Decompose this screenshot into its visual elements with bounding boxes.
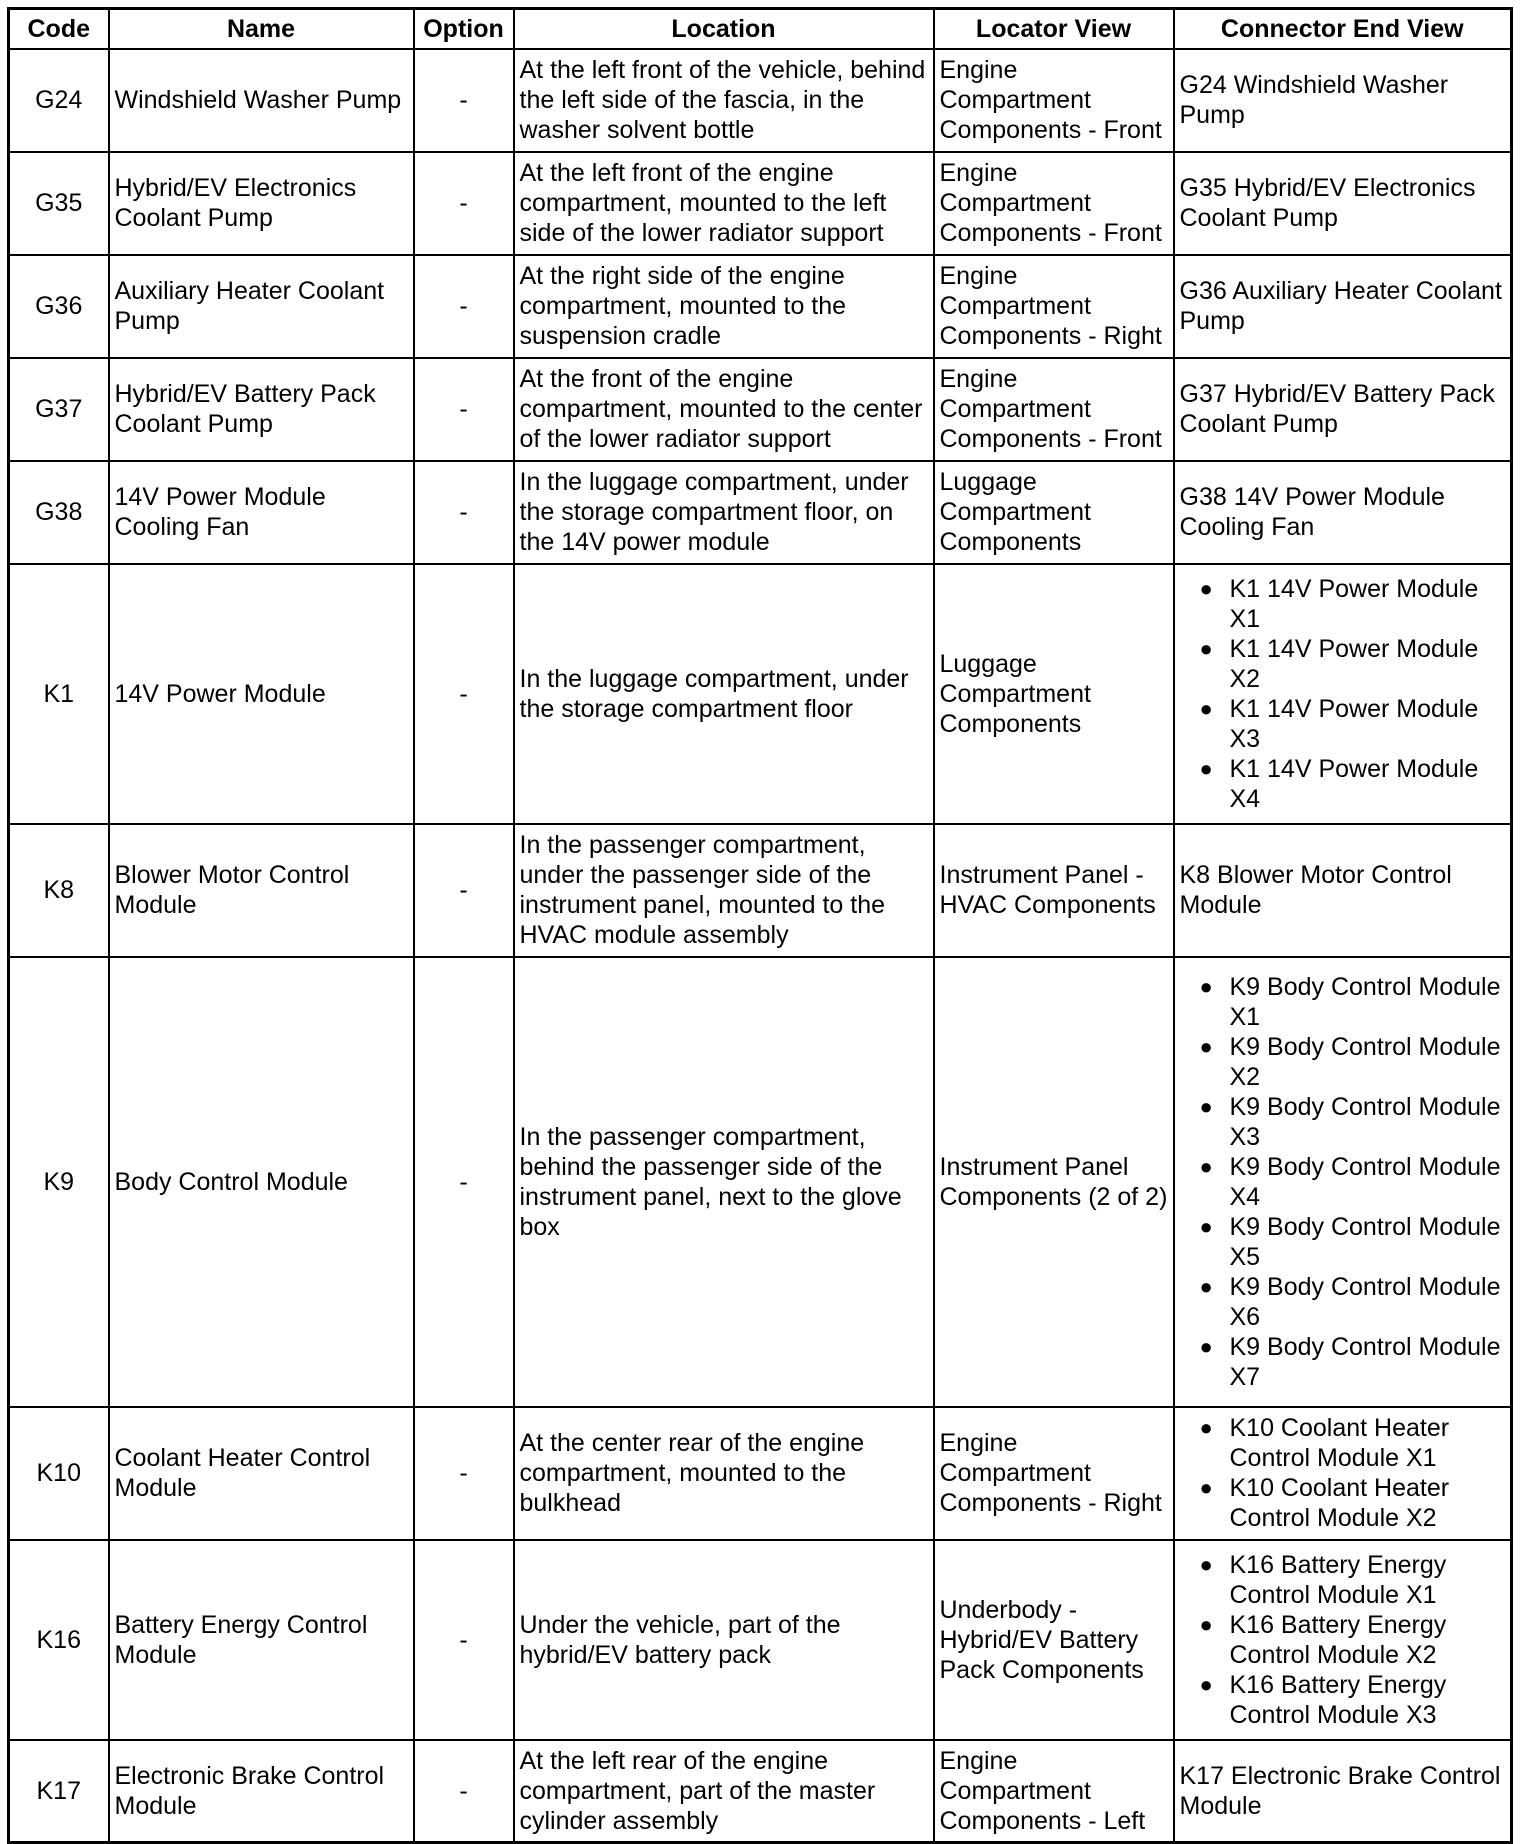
name-cell: Windshield Washer Pump bbox=[109, 49, 414, 152]
locator-view-cell: Underbody - Hybrid/EV Battery Pack Components bbox=[934, 1540, 1174, 1740]
bullet-icon: ● bbox=[1199, 1415, 1213, 1440]
connector-end-view-cell bbox=[1174, 1540, 1512, 1740]
locator-view-cell: Luggage Compartment Components bbox=[934, 461, 1174, 564]
table-row bbox=[9, 461, 1512, 564]
locator-view-cell: Instrument Panel - HVAC Components bbox=[934, 824, 1174, 957]
list-item bbox=[1180, 754, 1506, 814]
code-cell: G35 bbox=[9, 152, 109, 255]
table-row bbox=[9, 255, 1512, 358]
list-item bbox=[1180, 1550, 1506, 1610]
option-cell: - bbox=[414, 358, 514, 461]
header-code: Code bbox=[9, 9, 109, 49]
location-cell: At the front of the engine compartment, mounted to the center of the lower radiator support bbox=[514, 358, 934, 461]
connector-link[interactable]: G36 Auxiliary Heater Coolant Pump bbox=[1179, 277, 1502, 335]
header-row bbox=[9, 9, 1512, 49]
location-cell: In the passenger compartment, under the passenger side of the instrument panel, mounted to the HVAC module assembly bbox=[514, 824, 934, 957]
table-row bbox=[9, 49, 1512, 152]
option-cell: - bbox=[414, 1407, 514, 1540]
option-cell: - bbox=[414, 49, 514, 152]
bullet-icon: ● bbox=[1199, 575, 1213, 601]
option-cell: - bbox=[414, 1740, 514, 1843]
header-name: Name bbox=[109, 9, 414, 49]
table-row bbox=[9, 358, 1512, 461]
list-item bbox=[1180, 1212, 1506, 1272]
name-cell: Hybrid/EV Battery Pack Coolant Pump bbox=[109, 358, 414, 461]
name-cell: Body Control Module bbox=[109, 957, 414, 1407]
connector-end-view-cell bbox=[1174, 564, 1512, 824]
list-item bbox=[1180, 1272, 1506, 1332]
code-cell: K9 bbox=[9, 957, 109, 1407]
locator-view-cell: Engine Compartment Components - Front bbox=[934, 152, 1174, 255]
locator-view-cell: Engine Compartment Components - Right bbox=[934, 255, 1174, 358]
connector-link[interactable]: K9 Body Control Module X2 bbox=[1229, 1032, 1501, 1091]
connector-end-view-cell bbox=[1174, 49, 1512, 152]
bullet-icon: ● bbox=[1199, 1093, 1213, 1119]
connector-link[interactable]: G35 Hybrid/EV Electronics Coolant Pump bbox=[1179, 174, 1476, 232]
connector-link[interactable]: K16 Battery Energy Control Module X1 bbox=[1229, 1550, 1447, 1609]
location-cell: In the passenger compartment, behind the passenger side of the instrument panel, next to the glove box bbox=[514, 957, 934, 1407]
connector-link[interactable]: K1 14V Power Module X1 bbox=[1229, 574, 1479, 633]
bullet-icon: ● bbox=[1199, 695, 1213, 721]
connector-link[interactable]: K1 14V Power Module X4 bbox=[1229, 754, 1479, 813]
connector-end-view-cell bbox=[1174, 1740, 1512, 1843]
location-cell: In the luggage compartment, under the storage compartment floor bbox=[514, 564, 934, 824]
location-cell: At the left front of the engine compartment, mounted to the left side of the lower radiator support bbox=[514, 152, 934, 255]
connector-link[interactable]: G37 Hybrid/EV Battery Pack Coolant Pump bbox=[1179, 380, 1495, 438]
header-location: Location bbox=[514, 9, 934, 49]
code-cell: G37 bbox=[9, 358, 109, 461]
bullet-icon: ● bbox=[1199, 755, 1213, 781]
connector-link[interactable]: K9 Body Control Module X7 bbox=[1229, 1332, 1501, 1391]
option-cell: - bbox=[414, 461, 514, 564]
bullet-icon: ● bbox=[1199, 973, 1213, 999]
header-locator-view: Locator View bbox=[934, 9, 1174, 49]
connector-end-view-cell bbox=[1174, 152, 1512, 255]
connector-list bbox=[1180, 1413, 1506, 1533]
location-cell: In the luggage compartment, under the storage compartment floor, on the 14V power module bbox=[514, 461, 934, 564]
connector-link[interactable]: K9 Body Control Module X1 bbox=[1229, 972, 1501, 1031]
connector-link[interactable]: K9 Body Control Module X6 bbox=[1229, 1272, 1501, 1331]
connector-link[interactable]: K10 Coolant Heater Control Module X2 bbox=[1229, 1474, 1450, 1532]
bullet-icon: ● bbox=[1199, 1033, 1213, 1059]
name-cell: 14V Power Module bbox=[109, 564, 414, 824]
table-row bbox=[9, 1540, 1512, 1740]
list-item bbox=[1180, 1670, 1506, 1730]
header-connector-end-view: Connector End View bbox=[1174, 9, 1512, 49]
location-cell: At the left front of the vehicle, behind the left side of the fascia, in the washer solvent bottle bbox=[514, 49, 934, 152]
locator-view-cell: Instrument Panel Components (2 of 2) bbox=[934, 957, 1174, 1407]
connector-end-view-cell bbox=[1174, 1407, 1512, 1540]
option-cell: - bbox=[414, 824, 514, 957]
location-cell: At the center rear of the engine compartment, mounted to the bulkhead bbox=[514, 1407, 934, 1540]
list-item bbox=[1180, 1473, 1506, 1533]
table-row bbox=[9, 1740, 1512, 1843]
bullet-icon: ● bbox=[1199, 1551, 1213, 1577]
option-cell: - bbox=[414, 1540, 514, 1740]
table-row bbox=[9, 824, 1512, 957]
connector-link[interactable]: K1 14V Power Module X2 bbox=[1229, 634, 1479, 693]
code-cell: G24 bbox=[9, 49, 109, 152]
connector-link[interactable]: K16 Battery Energy Control Module X2 bbox=[1229, 1610, 1447, 1669]
bullet-icon: ● bbox=[1199, 1153, 1213, 1179]
connector-link[interactable]: K17 Electronic Brake Control Module bbox=[1179, 1761, 1501, 1820]
connector-end-view-cell bbox=[1174, 255, 1512, 358]
code-cell: K16 bbox=[9, 1540, 109, 1740]
location-cell: Under the vehicle, part of the hybrid/EV battery pack bbox=[514, 1540, 934, 1740]
list-item bbox=[1180, 972, 1506, 1032]
name-cell: Battery Energy Control Module bbox=[109, 1540, 414, 1740]
table-row bbox=[9, 152, 1512, 255]
list-item bbox=[1180, 1032, 1506, 1092]
code-cell: K8 bbox=[9, 824, 109, 957]
connector-end-view-cell bbox=[1174, 358, 1512, 461]
bullet-icon: ● bbox=[1199, 1611, 1213, 1637]
table-body bbox=[9, 49, 1512, 1843]
connector-link[interactable]: K1 14V Power Module X3 bbox=[1229, 694, 1479, 753]
name-cell: Electronic Brake Control Module bbox=[109, 1740, 414, 1843]
connector-link[interactable]: K9 Body Control Module X5 bbox=[1229, 1212, 1501, 1271]
option-cell: - bbox=[414, 564, 514, 824]
bullet-icon: ● bbox=[1199, 1671, 1213, 1697]
connector-link[interactable]: K16 Battery Energy Control Module X3 bbox=[1229, 1670, 1447, 1729]
name-cell: 14V Power Module Cooling Fan bbox=[109, 461, 414, 564]
header-option: Option bbox=[414, 9, 514, 49]
table-row bbox=[9, 957, 1512, 1407]
code-cell: K17 bbox=[9, 1740, 109, 1843]
connector-list bbox=[1180, 972, 1506, 1392]
locator-view-cell: Luggage Compartment Components bbox=[934, 564, 1174, 824]
code-cell: K10 bbox=[9, 1407, 109, 1540]
table-row bbox=[9, 564, 1512, 824]
connector-link[interactable]: K10 Coolant Heater Control Module X1 bbox=[1229, 1414, 1450, 1472]
code-cell: K1 bbox=[9, 564, 109, 824]
connector-list bbox=[1180, 1550, 1506, 1730]
component-locator-table bbox=[7, 7, 1513, 1844]
name-cell: Coolant Heater Control Module bbox=[109, 1407, 414, 1540]
bullet-icon: ● bbox=[1199, 1475, 1213, 1500]
name-cell: Blower Motor Control Module bbox=[109, 824, 414, 957]
locator-view-cell: Engine Compartment Components - Left bbox=[934, 1740, 1174, 1843]
code-cell: G36 bbox=[9, 255, 109, 358]
list-item bbox=[1180, 574, 1506, 634]
connector-link[interactable]: K8 Blower Motor Control Module bbox=[1179, 861, 1452, 919]
connector-link[interactable]: G24 Windshield Washer Pump bbox=[1179, 71, 1449, 129]
connector-list bbox=[1180, 574, 1506, 814]
list-item bbox=[1180, 1332, 1506, 1392]
list-item bbox=[1180, 634, 1506, 694]
bullet-icon: ● bbox=[1199, 1213, 1213, 1239]
connector-link[interactable]: G38 14V Power Module Cooling Fan bbox=[1179, 483, 1445, 541]
code-cell: G38 bbox=[9, 461, 109, 564]
name-cell: Auxiliary Heater Coolant Pump bbox=[109, 255, 414, 358]
list-item bbox=[1180, 1092, 1506, 1152]
locator-view-cell: Engine Compartment Components - Front bbox=[934, 49, 1174, 152]
connector-end-view-cell bbox=[1174, 824, 1512, 957]
list-item bbox=[1180, 1413, 1506, 1473]
list-item bbox=[1180, 1610, 1506, 1670]
connector-link[interactable]: K9 Body Control Module X4 bbox=[1229, 1152, 1501, 1211]
connector-link[interactable]: K9 Body Control Module X3 bbox=[1229, 1092, 1501, 1151]
locator-view-cell: Engine Compartment Components - Front bbox=[934, 358, 1174, 461]
bullet-icon: ● bbox=[1199, 1273, 1213, 1299]
option-cell: - bbox=[414, 957, 514, 1407]
bullet-icon: ● bbox=[1199, 1333, 1213, 1359]
location-cell: At the left rear of the engine compartment, part of the master cylinder assembly bbox=[514, 1740, 934, 1843]
locator-view-cell: Engine Compartment Components - Right bbox=[934, 1407, 1174, 1540]
location-cell: At the right side of the engine compartment, mounted to the suspension cradle bbox=[514, 255, 934, 358]
connector-end-view-cell bbox=[1174, 461, 1512, 564]
bullet-icon: ● bbox=[1199, 635, 1213, 661]
name-cell: Hybrid/EV Electronics Coolant Pump bbox=[109, 152, 414, 255]
option-cell: - bbox=[414, 152, 514, 255]
list-item bbox=[1180, 1152, 1506, 1212]
table-row bbox=[9, 1407, 1512, 1540]
connector-end-view-cell bbox=[1174, 957, 1512, 1407]
option-cell: - bbox=[414, 255, 514, 358]
list-item bbox=[1180, 694, 1506, 754]
